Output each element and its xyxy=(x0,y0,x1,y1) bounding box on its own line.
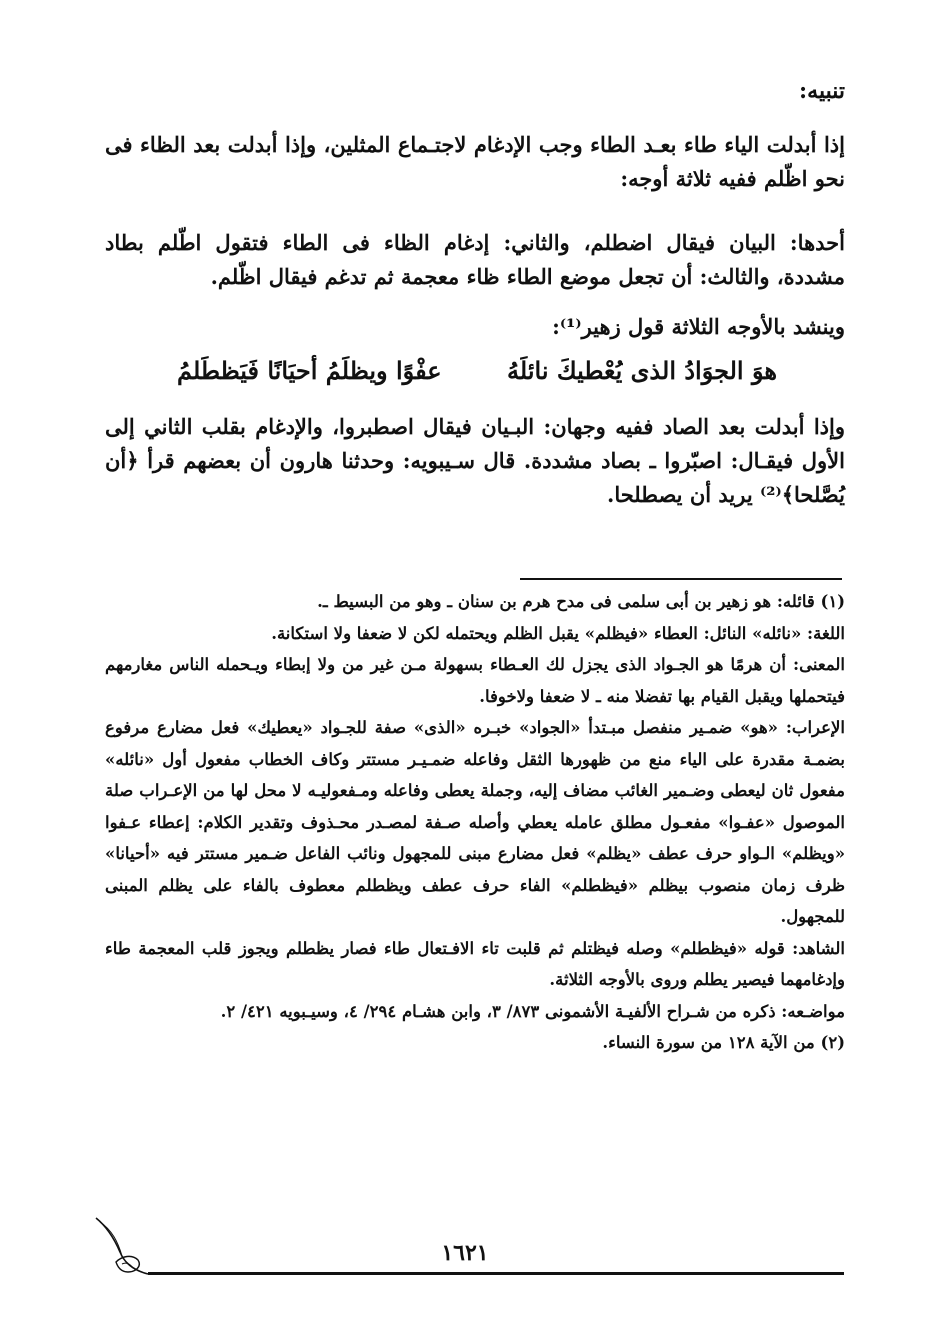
footnote-1-evidence: الشاهد: قوله «فيظطلم» وصله فيظتلم ثم قلبت تاء الافـتعال طاء فصار يظطلم ويجوز قلب المعجمة طاء وإدغامهما فيصير يطلم وروى بالأوجه الثلاثة. xyxy=(105,938,845,989)
poetry-verse xyxy=(177,356,777,385)
page-number: ١٦٢١ xyxy=(441,1240,489,1266)
paragraph-text: أحدها: البيان فيقال اضطلم، والثاني: إدغام الظاء فى الطاء فتقول اطّلم بطاد مشددة، والثالث: أن تجعل موضع الطاء ظاء معجمة ثم تدغم فيقال اظّلم. xyxy=(105,230,845,289)
footnote-1-source: (١) قائله: هو زهير بن أبى سلمى فى مدح هرم بن سنان ـ وهو من البسيط ـ. xyxy=(317,592,845,611)
footnote-1-references: مواضـعه: ذكره من شـراح الألفيـة الأشمونى ٨٧٣/ ٣، وابن هشـام ٢٩٤/ ٤، وسيـبويه ٤٢١/ ٢. xyxy=(220,1001,845,1021)
paragraph-three-ways xyxy=(105,226,845,294)
verse-second-hemistich: عفْوًا ويظلَمُ أحيَانًا فَيَظطَلمُ xyxy=(177,356,442,385)
footnote-1-meaning: المعنى: أن هرمًا هو الجـواد الذى يجزل لك العـطاء بسهولة مـن غير من ولا إبطاء ويـحمله الناس مغارمهم فيتحملها ويقبل القيام بها تفضلا منه ـ لا ضعفا ولاخوفا. xyxy=(105,655,845,706)
section-heading: تنبيه: xyxy=(799,78,845,104)
footnote-2: (٢) من الآية ١٢٨ من سورة النساء. xyxy=(602,1033,845,1052)
paragraph-sad-substitution xyxy=(105,410,845,512)
paragraph-text: وينشد بالأوجه الثلاثة قول زهير⁽¹⁾: xyxy=(552,314,845,339)
paragraph-text: وإذا أبدلت بعد الصاد ففيه وجهان: البـيان فيقال اصطبروا، والإدغام بقلب الثاني إلى الأول فيقـال: اصبّروا ـ بصاد مشددة. قال سـيبويه: وحدثنا هارون أن بعضهم قرأ ﴿أن يُصَّلحا﴾⁽²⁾ يريد أن يصطلحا. xyxy=(105,414,845,507)
footer-rule xyxy=(148,1272,844,1275)
paragraph-verse-intro xyxy=(105,310,845,344)
footnote-1-parsing: الإعراب: «هو» ضمـير منفصل مبـتدأ «الجواد» خبـره «الذى» صفة للجـواد «يعطيك» فعل مضارع مرفوع بضمـة مقدرة على الياء منع من ظهورها الثقل وفاعله ضمـيـر مستتر وكاف الخطاب مفعول أول «نائله» مفعول ثان ليعطى وضـمير الغائب مضاف إليه، وجملة يعطى وفاعله ومـفعوليـه لا محل لها من الإعـراب صلة الموصول «عفـوا» مفعـول مطلق عامله يعطي وأصله صـفة لمصـدر محـذوف وتقدير الكلام: إعطاء عـفوا «ويظلم» الـواو حرف عطف «يظلم» فعل مضارع مبنى للمجهول ونائب الفاعل ضـمير مستتر فيه «أحيانا» ظرف زمان منصوب بيظلم «فيظطلم» الفاء حرف عطف ويظطلم معطوف بالفاء على يظلم المبنى للمجهول. xyxy=(105,718,845,926)
footnote-1-vocabulary: اللغة: «نائله» النائل: العطاء «فيظلم» يقبل الظلم ويحتمله لكن لا ضعفا ولا استكانة. xyxy=(271,623,845,643)
paragraph-substitution-intro xyxy=(105,128,845,196)
verse-first-hemistich: هوَ الجوَادُ الذى يُعْطيكَ نائلَهُ xyxy=(507,356,777,385)
footnotes xyxy=(105,586,845,1059)
footnote-separator xyxy=(520,578,842,580)
paragraph-text: إذا أبدلت الياء طاء بعـد الطاء وجب الإدغام لاجتـماع المثلين، وإذا أبدلت بعد الظاء فى نحو اظّلم ففيه ثلاثة أوجه: xyxy=(105,132,845,191)
